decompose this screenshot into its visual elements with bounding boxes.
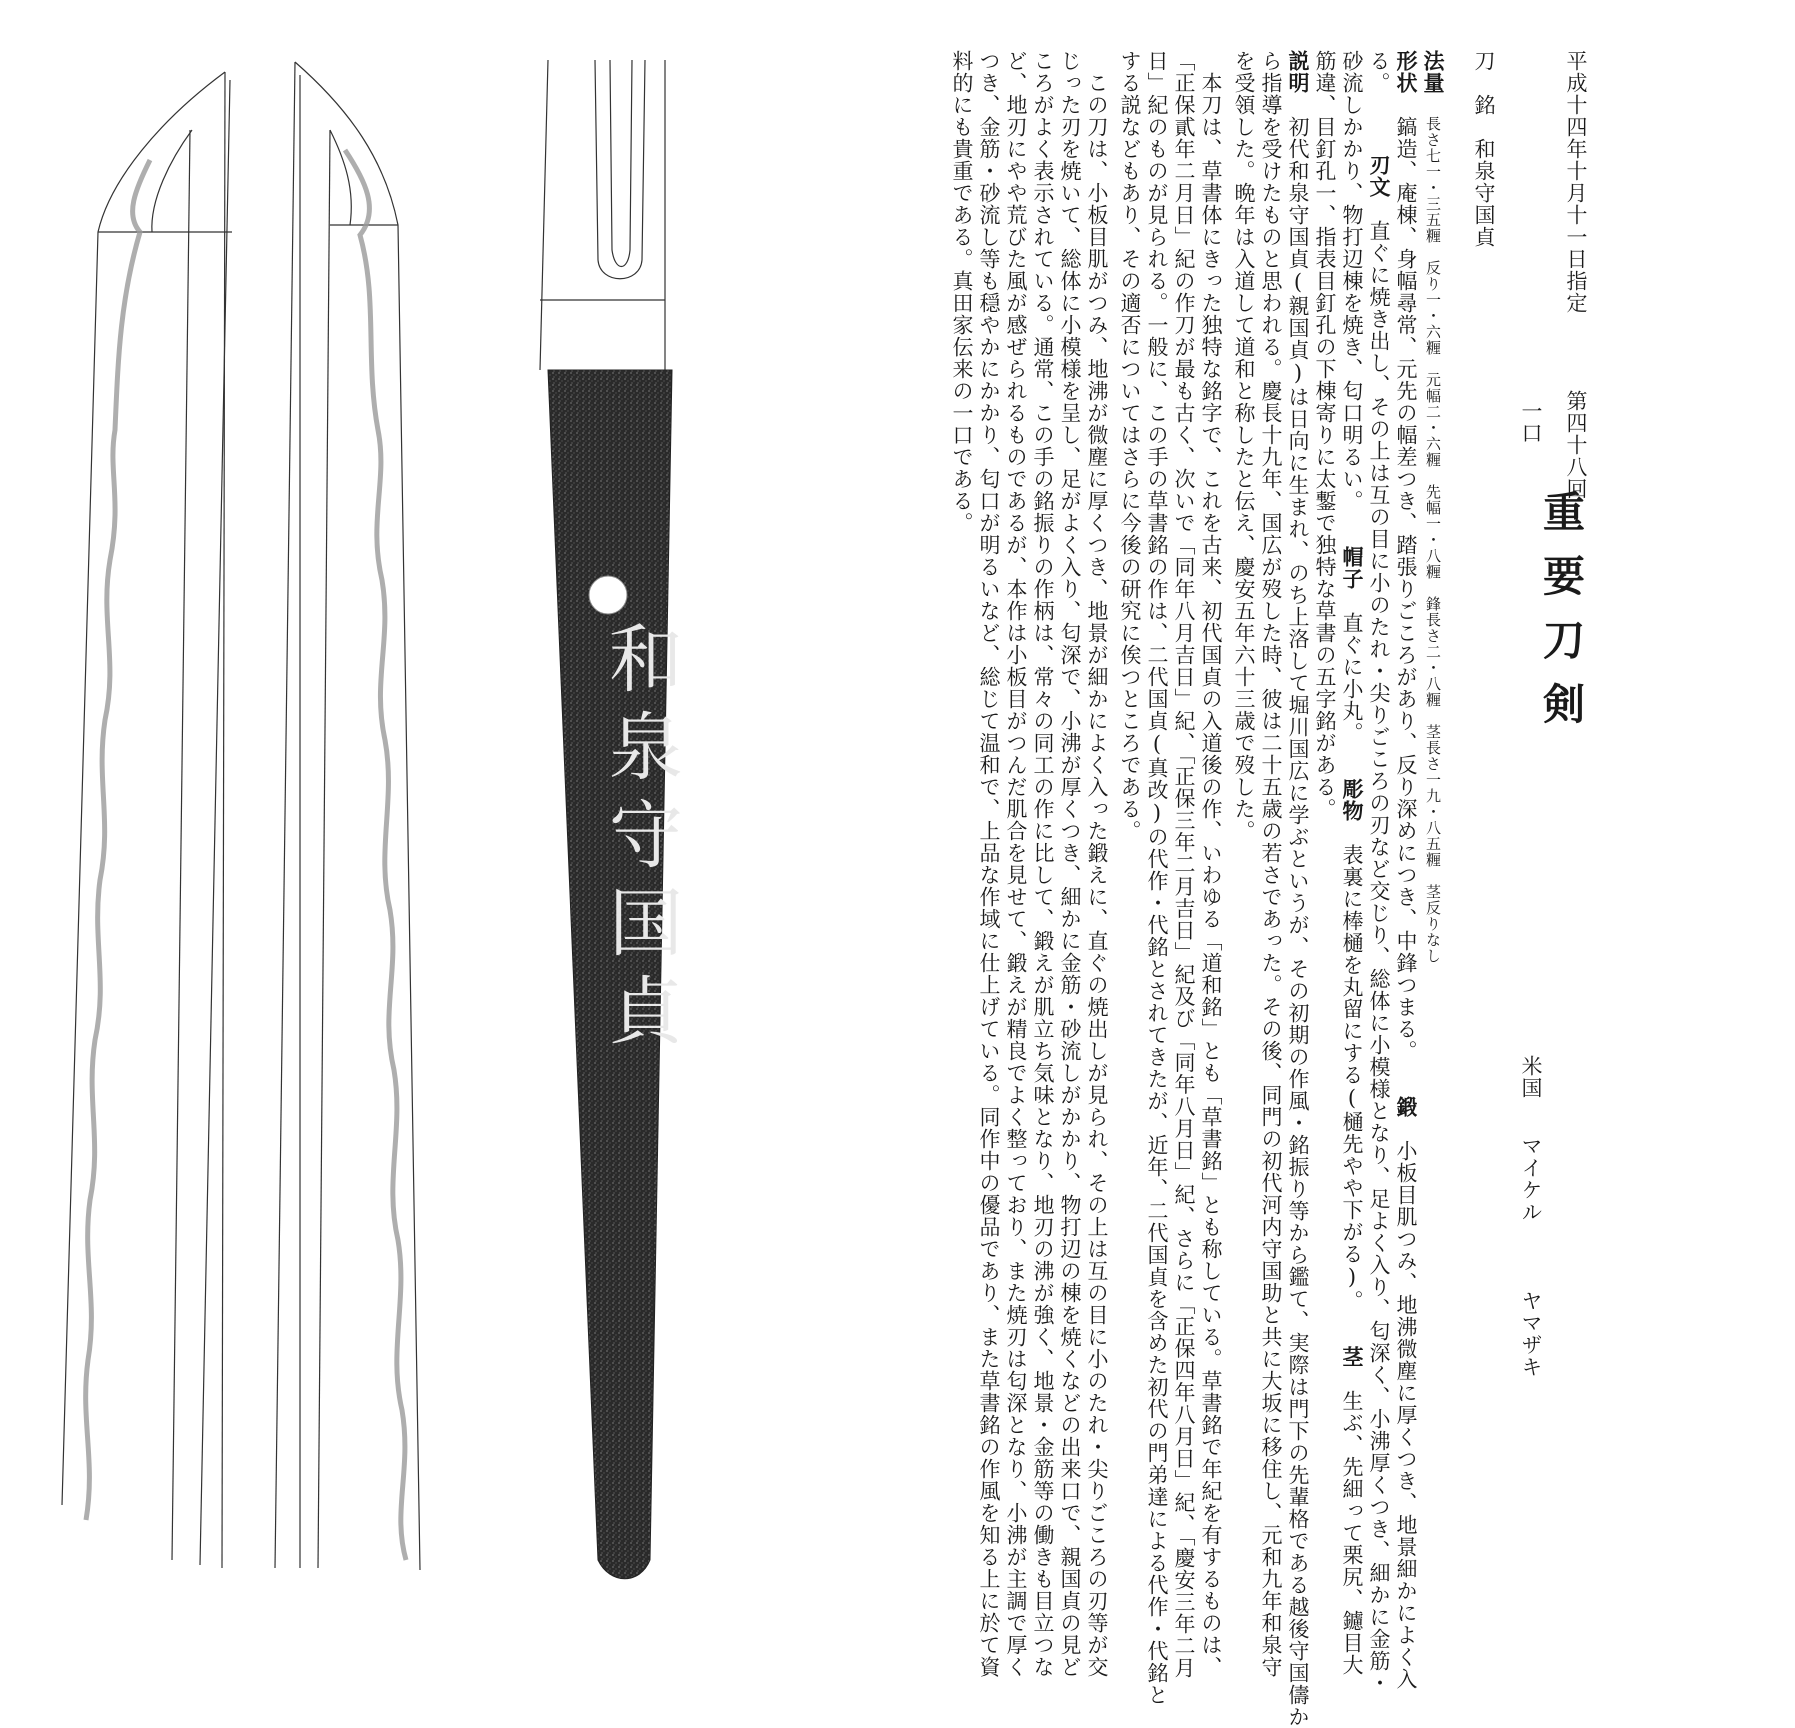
session-label: 第四十八回 bbox=[1564, 390, 1588, 500]
setsumei-row-4: 本刀は、草書体にきった独特な銘字で、これを古来、初代国貞の入道後の作、いわゆる「道和銘」とも「草書銘」とも称している。草書銘で年紀を有するものは、 bbox=[1199, 50, 1223, 1678]
setsumei-row-9: じった刃を焼いて、総体に小模様を呈し、足がよく入り、匂深で、小沸が厚くつき、細かに金筋・砂流しがかかり、物打辺の棟を焼くなどの出来口で、親国貞の見ど bbox=[1058, 50, 1082, 1678]
horimono-label: 彫物 bbox=[1340, 778, 1364, 822]
nakago-continued bbox=[1314, 50, 1335, 820]
hamon-text: 直ぐに焼き出し、その上は互の目に小のたれ・尖りごころの刃など交じり、総体に小模様となり、足よく入り、匂深く、小沸厚くつき、細かに金筋・ bbox=[1367, 220, 1391, 1694]
nakago-text: 生ぶ、先細って栗尻、鑢目大 bbox=[1340, 1390, 1364, 1676]
count-label: 一口 bbox=[1519, 400, 1543, 444]
setsumei-row-2: ら指導を受けたものと思われる。慶長十九年、国広が歿した時、彼は二十五歳の若さであった。その後、同門の初代河内守国助と共に大坂に移住し、元和九年和泉守 bbox=[1259, 50, 1283, 1678]
owner-given-name: マイケル bbox=[1519, 1135, 1543, 1223]
document-text bbox=[920, 0, 1795, 1728]
setsumei-row-12: つき、金筋・砂流し等も穏やかにかかり、匂口が明るいなど、総じて温和で、上品な作域に仕上げている。同作中の優品であり、また草書銘の作風を知る上に於て資 bbox=[977, 50, 1001, 1678]
owner-family-name: ヤマザキ bbox=[1519, 1290, 1543, 1378]
blade-omote-hamon bbox=[86, 160, 150, 1520]
horimono-text: 表裏に棒樋を丸留にする(樋先やや下がる)。 bbox=[1340, 844, 1364, 1312]
setsumei-row-3: を受領した。晩年は入道して道和と称したと伝え、慶安五年六十三歳で歿した。 bbox=[1232, 50, 1256, 842]
owner-country: 米国 bbox=[1519, 1055, 1543, 1099]
mei-label: 銘 bbox=[1472, 94, 1496, 116]
boshi-text: 直ぐに小丸。 bbox=[1340, 612, 1364, 744]
setsumei-row-8: この刀は、小板目肌がつみ、地沸が微塵に厚くつき、地景が細かによく入った鍛えに、直ぐの焼出しが見られ、その上は互の目に小のたれ・尖りごころの刃等が交 bbox=[1085, 50, 1109, 1678]
hamon-label: 刃文 bbox=[1367, 154, 1391, 198]
mekugi-ana-hole bbox=[589, 576, 627, 614]
blade-omote-outline bbox=[62, 72, 232, 1568]
sword-oshigata-figure bbox=[0, 0, 920, 1584]
hamon-text-end: 砂流しかかり、物打辺棟を焼き、匂口明るい。 bbox=[1340, 50, 1364, 512]
horyo-label: 法量 bbox=[1421, 50, 1445, 94]
setsumei-row-10: ころがよく表示されている。通常、この手の銘振りの作柄は、常々の同工の作に比して、鍛えが肌立ち気味となり、地刃の沸が強く、地景・金筋等の働きも目立つな bbox=[1031, 50, 1055, 1678]
horyo-measurements: 長さ七一・三五糎 反り一・六糎 元幅二・六糎 先幅一・八糎 鋒長さ二・八糎 茎長さ一九・八五糎 茎反りなし bbox=[1424, 116, 1442, 964]
blade-ura-hamon bbox=[345, 150, 406, 1560]
setsumei-row-5: 「正保貳年二月日」紀の作刀が最も古く、次いで「同年八月吉日」紀、「正保三年二月吉日」紀及び「同年八月日」紀、さらに「正保四年八月日」紀、「慶安三年二月 bbox=[1172, 50, 1196, 1679]
keijo-row bbox=[1395, 50, 1416, 1690]
tang-outline bbox=[540, 60, 665, 370]
oshigata-drawings bbox=[0, 0, 920, 1584]
setsumei-line: 初代和泉守国貞(親国貞)は日向に生まれ、のち上洛して堀川国広に学ぶというが、その初期の作風・銘振り等から鑑て、実際は門下の先輩格である越後守国儔か bbox=[1286, 116, 1310, 1728]
nakago-text-end: 筋違、目釘孔一、指表目釘孔の下棟寄りに太鏨で独特な草書の五字銘がある。 bbox=[1313, 50, 1337, 820]
keijo-label: 形状 bbox=[1394, 50, 1418, 94]
kitae-text-end: る。 bbox=[1367, 50, 1391, 94]
horyo-row bbox=[1422, 50, 1443, 964]
setsumei-row-13: 料的にも貴重である。真田家伝来の一口である。 bbox=[950, 50, 974, 534]
kitae-continued bbox=[1368, 50, 1389, 1694]
keijo-text: 鎬造、庵棟、身幅尋常、元先の幅差つき、踏張りごころがあり、反り深めにつき、中鋒つまる。 bbox=[1394, 116, 1418, 1062]
setsumei-label: 説明 bbox=[1286, 50, 1310, 94]
kitae-text: 小板目肌つみ、地沸微塵に厚くつき、地景細かによく入 bbox=[1394, 1140, 1418, 1690]
hamon-continued bbox=[1341, 50, 1362, 1676]
page-title: 重要刀剣 bbox=[1537, 490, 1586, 746]
tang-signature: 和泉守国貞 bbox=[597, 620, 683, 1060]
setsumei-row-6: 日」紀のものが見られる。一般に、この手の草書銘の作は、二代国貞(真改)の代作・代銘とされてきたが、近年、二代国貞を含めた初代の門弟達による代作・代銘と bbox=[1145, 50, 1169, 1706]
designation-date: 平成十四年十月十一日指定 bbox=[1564, 50, 1588, 314]
nakago-label: 茎 bbox=[1340, 1346, 1364, 1368]
item-line bbox=[1473, 50, 1494, 248]
setsumei-row-1 bbox=[1287, 50, 1308, 1728]
kitae-label: 鍛 bbox=[1394, 1096, 1418, 1118]
mei-value: 和泉守国貞 bbox=[1472, 138, 1496, 248]
setsumei-row-7: する説などもあり、その適否についてはさらに今後の研究に俟つところである。 bbox=[1118, 50, 1142, 842]
item-type: 刀 bbox=[1472, 50, 1496, 72]
boshi-label: 帽子 bbox=[1340, 546, 1364, 590]
setsumei-row-11: ど、地刃にやや荒びた風が感ぜられるものであるが、本作は小板目がつんだ肌合を見せて、鍛えが精良でよく整っており、また焼刃は匂深となり、小沸が主調で厚く bbox=[1004, 50, 1028, 1678]
